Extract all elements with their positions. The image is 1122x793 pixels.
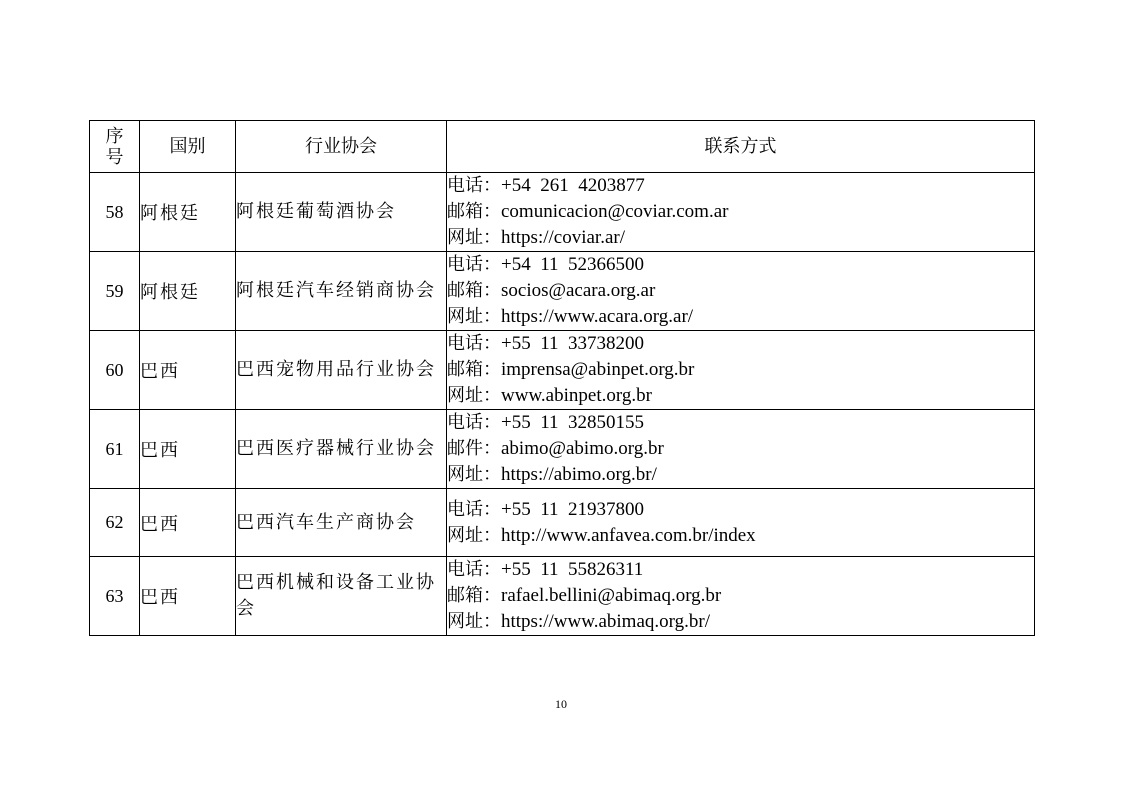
contact-label: 电话： (447, 559, 501, 580)
row-association: 阿根廷葡萄酒协会 (236, 173, 447, 252)
table-row (90, 557, 1035, 636)
contact-label: 电话： (447, 412, 501, 433)
row-country: 巴西 (140, 410, 236, 489)
row-number: 59 (90, 252, 140, 331)
row-country: 阿根廷 (140, 173, 236, 252)
contact-label: 网址： (447, 464, 501, 485)
contact-label: 网址： (447, 306, 501, 327)
contact-email (447, 278, 1034, 304)
row-number: 60 (90, 331, 140, 410)
header-no-line2: 号 (105, 146, 124, 168)
table-row (90, 410, 1035, 489)
contact-website (447, 383, 1034, 409)
contact-website (447, 609, 1034, 635)
contact-label: 网址： (447, 227, 501, 248)
contact-value: +55 11 21937800 (501, 498, 645, 520)
contact-phone (447, 173, 1034, 199)
row-number: 62 (90, 489, 140, 557)
table-row (90, 489, 1035, 557)
contact-label: 网址： (447, 385, 501, 406)
contact-website (447, 523, 1034, 549)
contact-phone (447, 331, 1034, 357)
contact-label: 网址： (447, 611, 501, 632)
contact-phone (447, 410, 1034, 436)
row-contact (447, 410, 1035, 489)
contact-value: comunicacion@coviar.com.ar (501, 201, 729, 222)
contact-label: 电话： (447, 254, 501, 275)
contact-email (447, 436, 1034, 462)
contact-email (447, 199, 1034, 225)
contact-label: 邮箱： (447, 585, 501, 606)
header-no-line1: 序 (105, 125, 124, 147)
contact-value: +54 11 52366500 (501, 254, 645, 275)
contact-value: https://abimo.org.br/ (501, 464, 657, 485)
row-contact (447, 331, 1035, 410)
contact-value: +55 11 33738200 (501, 333, 645, 354)
header-association: 行业协会 (236, 121, 447, 173)
contact-value: socios@acara.org.ar (501, 280, 656, 301)
contact-label: 电话： (447, 333, 501, 354)
contact-phone (447, 557, 1034, 583)
row-association: 巴西医疗器械行业协会 (236, 410, 447, 489)
contact-value: abimo@abimo.org.br (501, 438, 664, 459)
contact-phone (447, 497, 1034, 523)
table-row (90, 252, 1035, 331)
header-country: 国别 (140, 121, 236, 173)
row-country: 巴西 (140, 331, 236, 410)
contact-value: https://www.abimaq.org.br/ (501, 611, 710, 632)
row-contact (447, 557, 1035, 636)
contact-value: https://www.acara.org.ar/ (501, 306, 694, 327)
contact-website (447, 225, 1034, 251)
row-association: 阿根廷汽车经销商协会 (236, 252, 447, 331)
contact-label: 邮箱： (447, 359, 501, 380)
row-association: 巴西宠物用品行业协会 (236, 331, 447, 410)
contact-label: 电话： (447, 175, 501, 196)
row-country: 巴西 (140, 557, 236, 636)
contact-label: 电话： (447, 498, 501, 520)
contact-label: 网址： (447, 524, 501, 546)
table-header-row (90, 121, 1035, 173)
row-contact (447, 489, 1035, 557)
contact-value: http://www.anfavea.com.br/index (501, 524, 756, 546)
contact-label: 邮箱： (447, 280, 501, 301)
contact-phone (447, 252, 1034, 278)
row-country: 阿根廷 (140, 252, 236, 331)
table-row (90, 173, 1035, 252)
contact-website (447, 462, 1034, 488)
page-number: 10 (555, 697, 567, 711)
contact-website (447, 304, 1034, 330)
contact-label: 邮件： (447, 438, 501, 459)
contact-value: https://coviar.ar/ (501, 227, 626, 248)
contact-value: +55 11 55826311 (501, 559, 644, 580)
contact-label: 邮箱： (447, 201, 501, 222)
row-number: 63 (90, 557, 140, 636)
contact-value: rafael.bellini@abimaq.org.br (501, 585, 722, 606)
row-country: 巴西 (140, 489, 236, 557)
association-table (89, 120, 1035, 636)
contact-value: imprensa@abinpet.org.br (501, 359, 695, 380)
header-contact: 联系方式 (447, 121, 1035, 173)
row-association: 巴西机械和设备工业协会 (236, 557, 447, 636)
row-association: 巴西汽车生产商协会 (236, 489, 447, 557)
contact-value: +55 11 32850155 (501, 412, 645, 433)
table-row (90, 331, 1035, 410)
contact-email (447, 583, 1034, 609)
row-contact (447, 173, 1035, 252)
contact-email (447, 357, 1034, 383)
header-no (90, 121, 140, 173)
contact-value: www.abinpet.org.br (501, 385, 652, 406)
row-number: 61 (90, 410, 140, 489)
row-number: 58 (90, 173, 140, 252)
contact-value: +54 261 4203877 (501, 175, 645, 196)
row-contact (447, 252, 1035, 331)
